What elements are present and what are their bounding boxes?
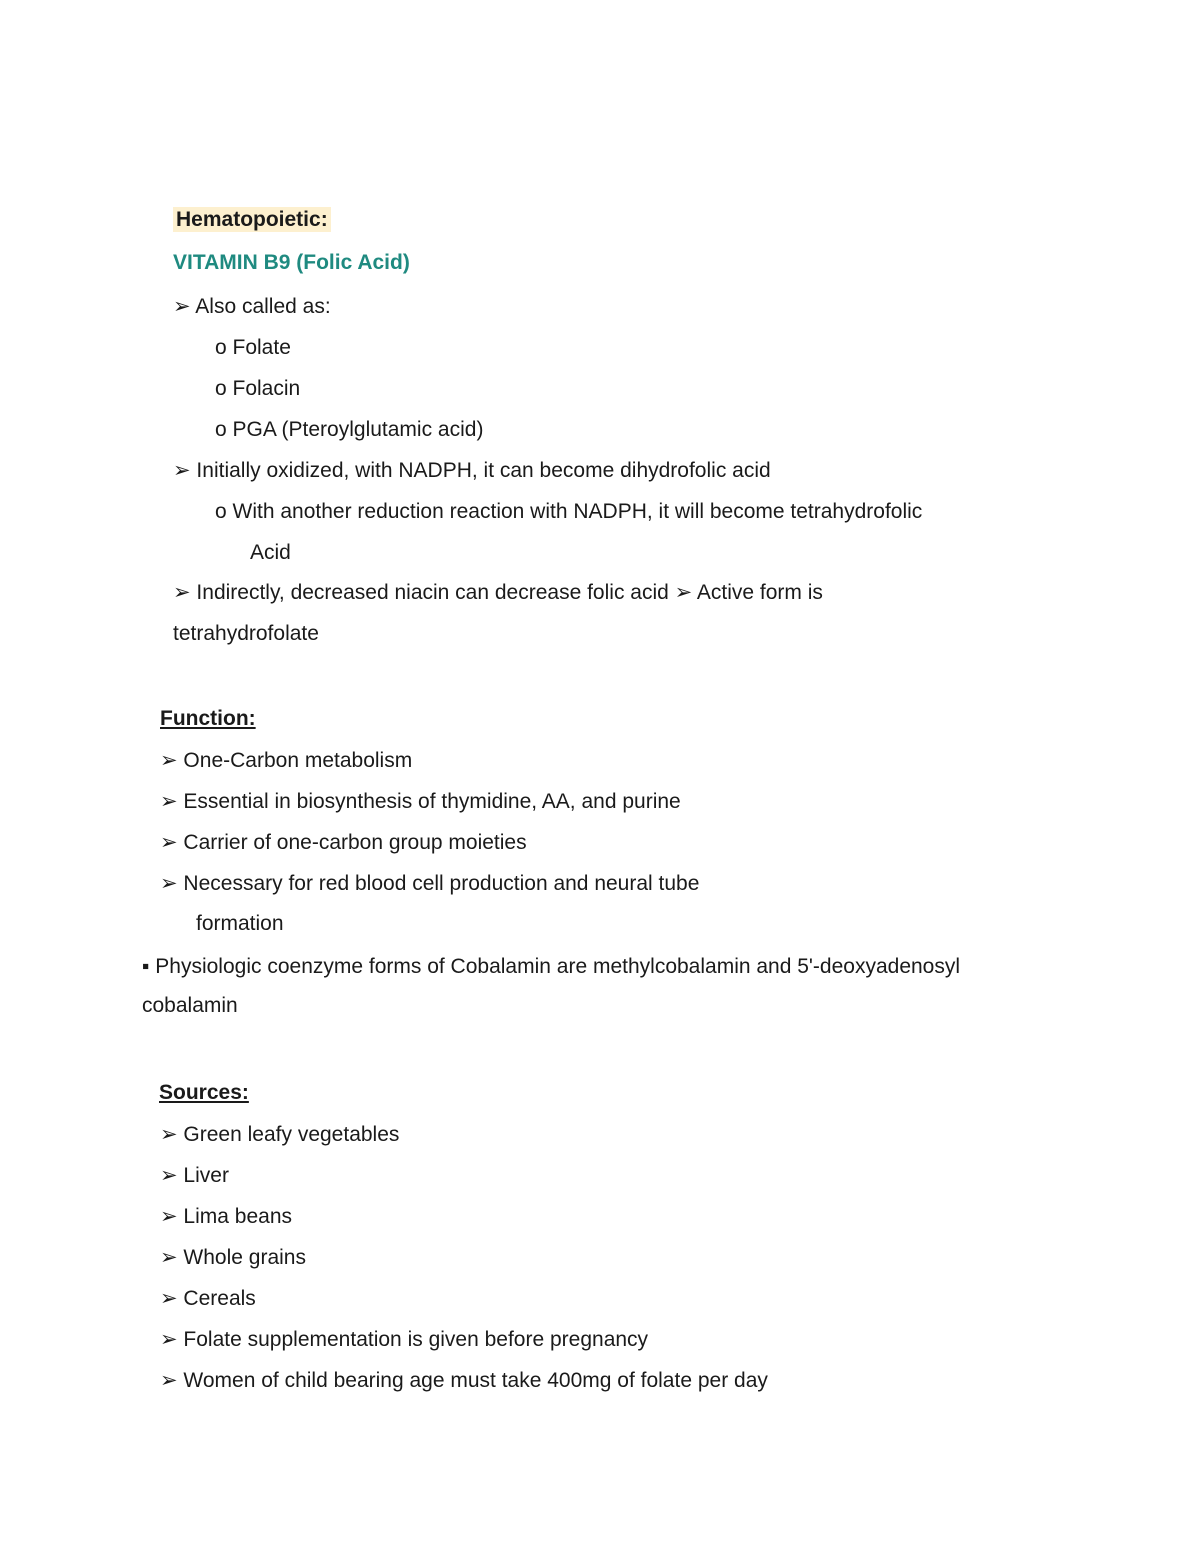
source-item: ➢ Folate supplementation is given before pregnancy <box>160 1328 649 1351</box>
reduction-item: o With another reduction reaction with NADPH, it will become tetrahydrofolic <box>215 500 923 523</box>
function-item: ➢ Necessary for red blood cell production and neural tube <box>160 872 700 895</box>
reduction-item-cont: Acid <box>250 541 291 564</box>
function-item-cont: formation <box>196 912 284 935</box>
section-heading <box>173 207 331 233</box>
oxidized-item: ➢ Initially oxidized, with NADPH, it can become dihydrofolic acid <box>173 459 771 482</box>
source-item: ➢ Green leafy vegetables <box>160 1123 400 1146</box>
vitamin-title: VITAMIN B9 (Folic Acid) <box>173 251 410 274</box>
function-item: ➢ Essential in biosynthesis of thymidine, AA, and purine <box>160 790 681 813</box>
source-item: ➢ Whole grains <box>160 1246 306 1269</box>
source-item: ➢ Women of child bearing age must take 400mg of folate per day <box>160 1369 768 1392</box>
function-item: ➢ One-Carbon metabolism <box>160 749 413 772</box>
source-item: ➢ Liver <box>160 1164 229 1187</box>
function-item: ➢ Carrier of one-carbon group moieties <box>160 831 527 854</box>
alias-item: o PGA (Pteroylglutamic acid) <box>215 418 484 441</box>
alias-item: o Folate <box>215 336 291 359</box>
source-item: ➢ Lima beans <box>160 1205 292 1228</box>
sources-heading: Sources: <box>159 1081 249 1104</box>
indirect-item-cont: tetrahydrofolate <box>173 622 319 645</box>
source-item: ➢ Cereals <box>160 1287 256 1310</box>
function-heading: Function: <box>160 707 256 730</box>
also-called-item: ➢ Also called as: <box>173 295 331 318</box>
indirect-item: ➢ Indirectly, decreased niacin can decrease folic acid ➢ Active form is <box>173 581 823 604</box>
cobalamin-note-cont: cobalamin <box>142 994 238 1017</box>
cobalamin-note: ▪ Physiologic coenzyme forms of Cobalamin are methylcobalamin and 5'-deoxyadenosyl <box>142 955 961 978</box>
section-heading-text: Hematopoietic: <box>173 207 331 232</box>
alias-item: o Folacin <box>215 377 301 400</box>
